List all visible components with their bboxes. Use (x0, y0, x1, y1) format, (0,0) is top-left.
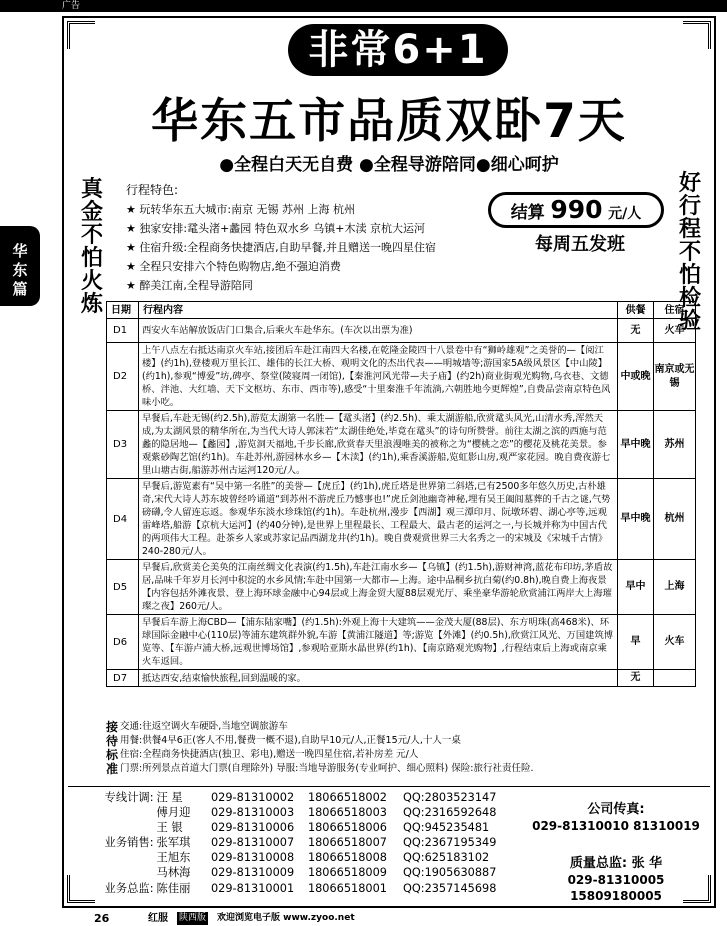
row-content: 早餐后,欣赏美仑美奂的江南丝绸文化表演(约1.5h),车赴江南水乡—【乌镇】(约1.5h),游财神湾,蓝花布印坊,茅盾故居,品味千年岁月长河中积淀的水乡风情;车赴中国第一大都市—上海。途中品桐乡抗白菊(约0.8h),晚自费上海夜景【内容包括外滩夜景、登上海环球金融中心94层或上海金贸大厦88层观光厅、乘坐豪华游轮欣赏浦江两岸大上海璀璨之夜】260元/人。 (139, 560, 618, 615)
corner-ornament (683, 21, 711, 49)
contact-role: 专线计调: (104, 791, 154, 804)
note-text: 供餐4早6正(客人不用,餐费一概不退),自助早10元/人,正餐15元/人,十人一桌 (142, 735, 461, 746)
table-row (107, 560, 696, 615)
price-label: 结算 (510, 203, 545, 223)
contact-name: 傅月迎 (156, 806, 191, 820)
contact-role (68, 850, 154, 865)
row-stay: 苏州 (654, 411, 696, 479)
section-tab-char: 东 (12, 261, 28, 279)
note-label: 用餐: (120, 735, 143, 746)
row-stay (654, 670, 696, 687)
contact-row (68, 805, 512, 820)
section-tab-char: 华 (12, 242, 28, 260)
row-content: 上午八点左右抵达南京火车站,接团后车赴江南四大名楼,在乾隆金陵四十八景卷中有“狮岭雄观”之美誉的—【阅江楼】(约1h),登楼观万里长江、雄伟的长江大桥、观明文化的杰出代表——明城墙等;游国家5A级风景区【中山陵】(约1h),参观“博爱”坊,碑亭、祭堂(陵寝周一闭馆),【秦淮河风光带—夫子庙】(约2h)商业街观光购物,乌衣巷、文德桥、泮池、大红墙、天下文枢坊、东市、西市等),感受“十里秦淮千年流淌,六朝胜地今更辉煌”,自费品尝南京特色风味小吃。 (139, 343, 618, 411)
slogan-char: 不 (80, 223, 103, 248)
row-stay: 杭州 (654, 479, 696, 560)
fax-numbers: 029-81310010 81310019 (532, 819, 700, 833)
contact-qq-label: QQ: (402, 821, 425, 835)
contact-row (68, 865, 512, 880)
note-text: 所列景点首道大门票(自理除外) 导服:当地导游服务(专业呵护、细心照料) 保险:旅行社责任险. (142, 763, 534, 774)
contact-qq-label: QQ: (402, 881, 425, 895)
contact-phone: 029-81310006 (211, 821, 295, 835)
table-row (107, 479, 696, 560)
slogan-char: 验 (678, 309, 701, 334)
contact-name: 陈佳丽 (156, 881, 191, 895)
section-tab-char: 篇 (12, 280, 28, 298)
row-content: 早餐后,游览素有“吴中第一名胜”的美誉—【虎丘】(约1h),虎丘塔是世界第二斜塔,已有2500多年悠久历史,古朴雄奇,宋代大诗人苏东坡曾经吟诵道“到苏州不游虎丘乃憾事也!”虎丘剑池幽奇神秘,埋有吴王阖闾墓葬的千古之谜,气势磅礴,令人留连忘返。参观华东淡水珍珠馆(约1h)。车赴杭州,漫步【西湖】观三潭印月、阮墩环碧、湖心亭等,远观雷峰塔,船游【京杭大运河】(约40分钟),是世界上里程最长、工程最大、最古老的运河之一,与长城并称为中国古代的两项伟大工程。赴茶乡人家或苏家记品西湖龙井(约1h)。晚自费观赏世界三大名秀之一的宋城及《宋城千古情》240-280元/人。 (139, 479, 618, 560)
fax-title: 公司传真: (587, 802, 645, 817)
note-key: 标 (106, 748, 119, 762)
trip-feature-item: ★ 全程只安排六个特色购物店,绝不强迫消费 (126, 257, 506, 276)
section-divider (68, 786, 710, 787)
slogan-char: 检 (678, 286, 701, 311)
contact-mobile: 18066518009 (307, 866, 387, 880)
contact-row (68, 790, 512, 805)
contact-role (68, 820, 154, 835)
row-meal: 中或晚 (618, 343, 654, 411)
table-row (107, 411, 696, 479)
footer-brand: 红服 (148, 913, 168, 924)
header-stay: 住宿 (654, 302, 696, 319)
contact-qq: 945235481 (424, 821, 490, 835)
slogan-char: 怕 (678, 263, 701, 288)
slogan-char: 行 (678, 194, 701, 219)
contact-phone: 029-81310009 (211, 866, 295, 880)
row-stay: 火车 (654, 319, 696, 343)
qa-title: 质量总监: 张 华 (569, 856, 663, 871)
slogan-char: 炼 (80, 292, 103, 317)
contact-qq-label: QQ: (402, 806, 425, 820)
table-row (107, 615, 696, 670)
row-day: D3 (107, 411, 139, 479)
slogan-char: 怕 (80, 246, 103, 271)
slogan-char: 不 (678, 240, 701, 265)
trip-feature-item: ★ 住宿升级:全程商务快捷酒店,自助早餐,并且赠送一晚四星住宿 (126, 238, 506, 257)
table-row (107, 343, 696, 411)
contact-qq-label: QQ: (402, 851, 425, 865)
corner-ornament (67, 21, 95, 49)
note-text: 全程商务快捷酒店(独卫、彩电),赠送一晚四星住宿,若补房差 元/人 (142, 749, 419, 760)
row-day: D4 (107, 479, 139, 560)
contact-qq: 2367195349 (424, 836, 497, 850)
row-day: D5 (107, 560, 139, 615)
slogan-char: 真 (80, 177, 103, 202)
contact-mobile: 18066518006 (307, 821, 387, 835)
trip-features (126, 181, 506, 295)
row-meal: 早中晚 (618, 479, 654, 560)
feature-line: ●全程白天无自费 ●全程导游陪同●细心呵护 (219, 155, 559, 175)
row-meal: 早中晚 (618, 411, 654, 479)
table-header-row (107, 302, 696, 319)
contact-qq-label: QQ: (402, 791, 425, 804)
footer-edition-badge: 陕西版 (179, 913, 207, 923)
page-number: 26 (94, 912, 110, 925)
row-day: D1 (107, 319, 139, 343)
promo-badge: 非常6+1 (288, 24, 508, 76)
contact-mobile: 18066518002 (307, 791, 387, 804)
note-label: 交通: (120, 721, 143, 732)
table-row (107, 319, 696, 343)
row-stay: 上海 (654, 560, 696, 615)
row-day: D2 (107, 343, 139, 411)
footer-slogan: 欢迎浏览电子版 www.zyoo.net (217, 913, 355, 923)
row-content: 早餐后车游上海CBD—【浦东陆家嘴】(约1.5h):外观上海十大建筑——金茂大厦(88层)、东方明珠(高468米)、环球国际金融中心(110层)等浦东建筑群外貌,车游【黄浦江隧道】等;游览【外滩】(约0.5h),欣赏江风光、万国建筑博览等、【车游卢浦大桥,远观世博场馆】,参观哈亚斯水晶世界(约1h)、【南京路观光购物】,行程结束后上海或南京乘火车返回。 (139, 615, 618, 670)
contact-list (68, 790, 512, 896)
ad-tag: 广告 (0, 0, 727, 12)
contact-qq-label: QQ: (402, 836, 425, 850)
slogan-char: 金 (80, 200, 103, 225)
contact-name: 王 银 (156, 821, 183, 835)
contact-phone: 029-81310008 (211, 851, 295, 865)
contact-name: 马林海 (156, 866, 191, 880)
trip-feature-item: ★ 玩转华东五大城市:南京 无锡 苏州 上海 杭州 (126, 200, 506, 219)
section-tab-huadong (0, 226, 40, 306)
slogan-char: 程 (678, 217, 701, 242)
slogan-char: 好 (678, 171, 701, 196)
row-content: 西安火车站解放饭店门口集合,后乘火车赴华东。(车次以出票为准) (139, 319, 618, 343)
header-content: 行程内容 (139, 302, 618, 319)
contact-qq: 2316592648 (424, 806, 497, 820)
ad-frame (62, 16, 716, 908)
contact-name: 汪 星 (156, 791, 183, 804)
note-label: 门票: (120, 763, 143, 774)
row-content: 早餐后,车赴无锡(约2.5h),游览太湖第一名胜—【鼋头渚】(约2.5h)、乘太湖游船,欣赏鼋头风光,山清水秀,浑然天成,为太湖风景的精华所在,为当代大诗人郭沫若“太湖佳绝处,毕竟在鼋头”的诗句所赞誉。前往太湖之滨的西施与范蠡的隐居地—【蠡园】,游览洞天福地,千步长廊,欣赏春天里浪漫唯美的被称之为“樱桃之恋”的樱花及桃花美景。参观紫砂陶艺馆(约1h)。车赴苏州,游园林水乡—【木渎】(约1h),乘香溪游船,览虹影山房,观严家花园。晚自费夜游七里山塘古街,船游苏州古运河120元/人。 (139, 411, 618, 479)
row-stay: 南京或无锡 (654, 343, 696, 411)
left-vertical-slogan (78, 178, 106, 316)
contact-row (68, 835, 512, 850)
contact-mobile: 18066518008 (307, 851, 387, 865)
header-day: 日期 (107, 302, 139, 319)
table-row (107, 670, 696, 687)
note-key: 接 (106, 720, 119, 734)
contact-qq: 2357145698 (424, 881, 497, 895)
trip-feature-item: ★ 独家安排:鼋头渚+蠡园 特色双水乡 乌镇+木渎 京杭大运河 (126, 219, 506, 238)
trip-features-title: 行程特色: (126, 183, 179, 197)
contact-mobile: 18066518001 (307, 881, 387, 895)
contact-phone: 029-81310002 (211, 791, 295, 804)
row-meal: 早 (618, 615, 654, 670)
row-meal: 无 (618, 670, 654, 687)
row-day: D7 (107, 670, 139, 687)
page-footer (0, 911, 727, 926)
contact-phone: 029-81310007 (211, 836, 295, 850)
contact-qq: 2803523147 (424, 791, 497, 804)
contact-role (68, 805, 154, 820)
row-meal: 早中 (618, 560, 654, 615)
note-row (106, 720, 696, 734)
service-standards (106, 720, 696, 776)
price-unit: 元/人 (608, 206, 642, 222)
note-text: 往返空调火车硬卧,当地空调旅游车 (142, 721, 288, 732)
note-label: 住宿: (120, 749, 143, 760)
note-row (106, 734, 696, 748)
contact-mobile: 18066518003 (307, 806, 387, 820)
contact-row (68, 820, 512, 835)
price-pill (488, 192, 664, 228)
quality-director (524, 856, 708, 904)
weekly-departure: 每周五发班 (535, 234, 625, 255)
note-row (106, 748, 696, 762)
row-day: D6 (107, 615, 139, 670)
row-content: 抵达西安,结束愉快旅程,回到温暖的家。 (139, 670, 618, 687)
contact-phone: 029-81310001 (211, 881, 295, 895)
contact-qq: 1905630887 (424, 866, 497, 880)
contact-qq: 625183102 (424, 851, 490, 865)
note-key: 准 (106, 762, 119, 776)
contact-name: 王旭东 (156, 851, 191, 865)
page-headline: 华东五市品质双卧7天 (151, 94, 627, 149)
itinerary-table (106, 301, 696, 687)
contact-name: 张军琪 (156, 836, 191, 850)
company-fax (524, 802, 708, 834)
contact-phone: 029-81310003 (211, 806, 295, 820)
contact-mobile: 18066518007 (307, 836, 387, 850)
note-key: 待 (106, 734, 119, 748)
header-meal: 供餐 (618, 302, 654, 319)
note-row (106, 762, 696, 776)
contact-role: 业务销售: (104, 836, 154, 850)
price-amount: 990 (550, 195, 603, 224)
slogan-char: 火 (80, 269, 103, 294)
qa-numbers: 029-81310005 15809180005 (567, 873, 665, 903)
contact-row (68, 881, 512, 896)
trip-feature-item: ★ 醉美江南,全程导游陪同 (126, 276, 506, 295)
contact-role: 业务总监: (104, 881, 154, 895)
contact-qq-label: QQ: (402, 866, 425, 880)
contact-role (68, 865, 154, 880)
contact-row (68, 850, 512, 865)
row-stay: 火车 (654, 615, 696, 670)
row-meal: 无 (618, 319, 654, 343)
